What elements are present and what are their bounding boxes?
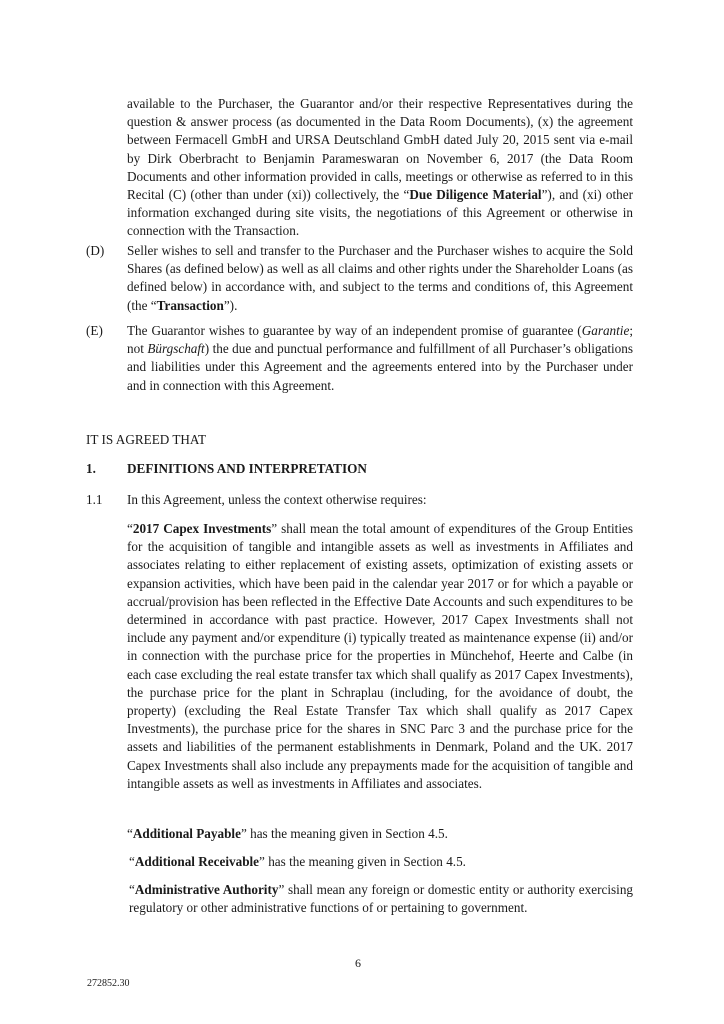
term-garantie: Garantie	[581, 323, 630, 338]
definition-2017-capex-investments: “2017 Capex Investments” shall mean the total amount of expenditures of the Group Entities for the acquisition of tangible and intangible assets as well as investments in Affiliates and associates relating to either replacement of existing assets, optimization of existing assets or expansion activities, which have been paid in the calendar year 2017 or for which a payable or accrual/provision has been reflected in the Effective Date Accounts and such expenditures to be determined in accordance with past practice. However, 2017 Capex Investments shall not include any payment and/or expenditure (i) typically treated as maintenance expense (ii) and/or in connection with the purchase price for the properties in Münchehof, Heerte and Calbe (in each case excluding the real estate transfer tax which shall qualify as 2017 Capex Investments), the purchase price for the plant in Schraplau (including, for the avoidance of doubt, the property) (excluding the Real Estate Transfer Tax which shall qualify as 2017 Capex Investments), the purchase price for the shares in SNC Parc 3 and the purchase price for the assets and liabilities of the permanent establishments in Denmark, Poland and the UK. 2017 Capex Investments shall also include any prepayments made for the acquisition of tangible and intangible assets as well as investments in Affiliates and associates.	[127, 521, 633, 791]
definition-term: 2017 Capex Investments	[132, 521, 272, 536]
recital-e-text: The Guarantor wishes to guarantee by way of an independent promise of guarantee (Garantie; not Bürgschaft) the due and punctual performance and fulfillment of all Purchaser’s obligations and liabilities under this Agreement and the agreements entered into by the Purchaser under and in connection with this Agreement.	[127, 323, 633, 393]
term-transaction: Transaction	[156, 297, 224, 313]
definition-term: Additional Receivable	[134, 854, 260, 869]
definition-term: Administrative Authority	[134, 882, 279, 897]
clause-1-1-number: 1.1	[86, 492, 103, 507]
recital-e-label: (E)	[86, 323, 103, 338]
definition-administrative-authority: “Administrative Authority” shall mean any foreign or domestic entity or authority exercising regulatory or other administrative functions of or pertaining to government.	[129, 882, 634, 916]
definition-additional-payable: “Additional Payable” has the meaning given in Section 4.5.	[127, 826, 448, 841]
recital-c-continuation: available to the Purchaser, the Guarantor and/or their respective Representatives during the question & answer process (as documented in the Data Room Documents), (x) the agreement between Fermacell GmbH and URSA Deutschland GmbH dated July 20, 2015 sent via e-mail by Dirk Oberbracht to Benjamin Parameswaran on November 6, 2017 (the Data Room Documents and other information provided in calls, meetings or otherwise as referred to in this Recital (C) (other than under (xi)) collectively, the “Due Diligence Material”), and (xi) other information exchanged during site visits, the negotiations of this Agreement or otherwise in connection with the Transaction.	[127, 96, 633, 239]
document-reference: 272852.30	[87, 978, 130, 989]
term-due-diligence-material: Due Diligence Material	[409, 187, 542, 203]
recital-d-text: Seller wishes to sell and transfer to the Purchaser and the Purchaser wishes to acquire the Sold Shares (as defined below) as well as all claims and other rights under the Shareholder Loans (as defined below) in accordance with, and subject to the terms and conditions of, this Agreement (the “Transaction”).	[127, 243, 633, 313]
agreed-heading: IT IS AGREED THAT	[86, 432, 207, 447]
term-buergschaft: Bürgschaft	[147, 341, 205, 357]
recital-d-label: (D)	[86, 243, 105, 258]
section-1-title: DEFINITIONS AND INTERPRETATION	[127, 461, 367, 476]
definition-additional-receivable: “Additional Receivable” has the meaning given in Section 4.5.	[129, 854, 466, 869]
definition-term: Additional Payable	[132, 826, 241, 841]
page-number: 6	[355, 956, 361, 970]
clause-1-1-text: In this Agreement, unless the context otherwise requires:	[127, 492, 427, 507]
section-1-number: 1.	[86, 461, 96, 476]
